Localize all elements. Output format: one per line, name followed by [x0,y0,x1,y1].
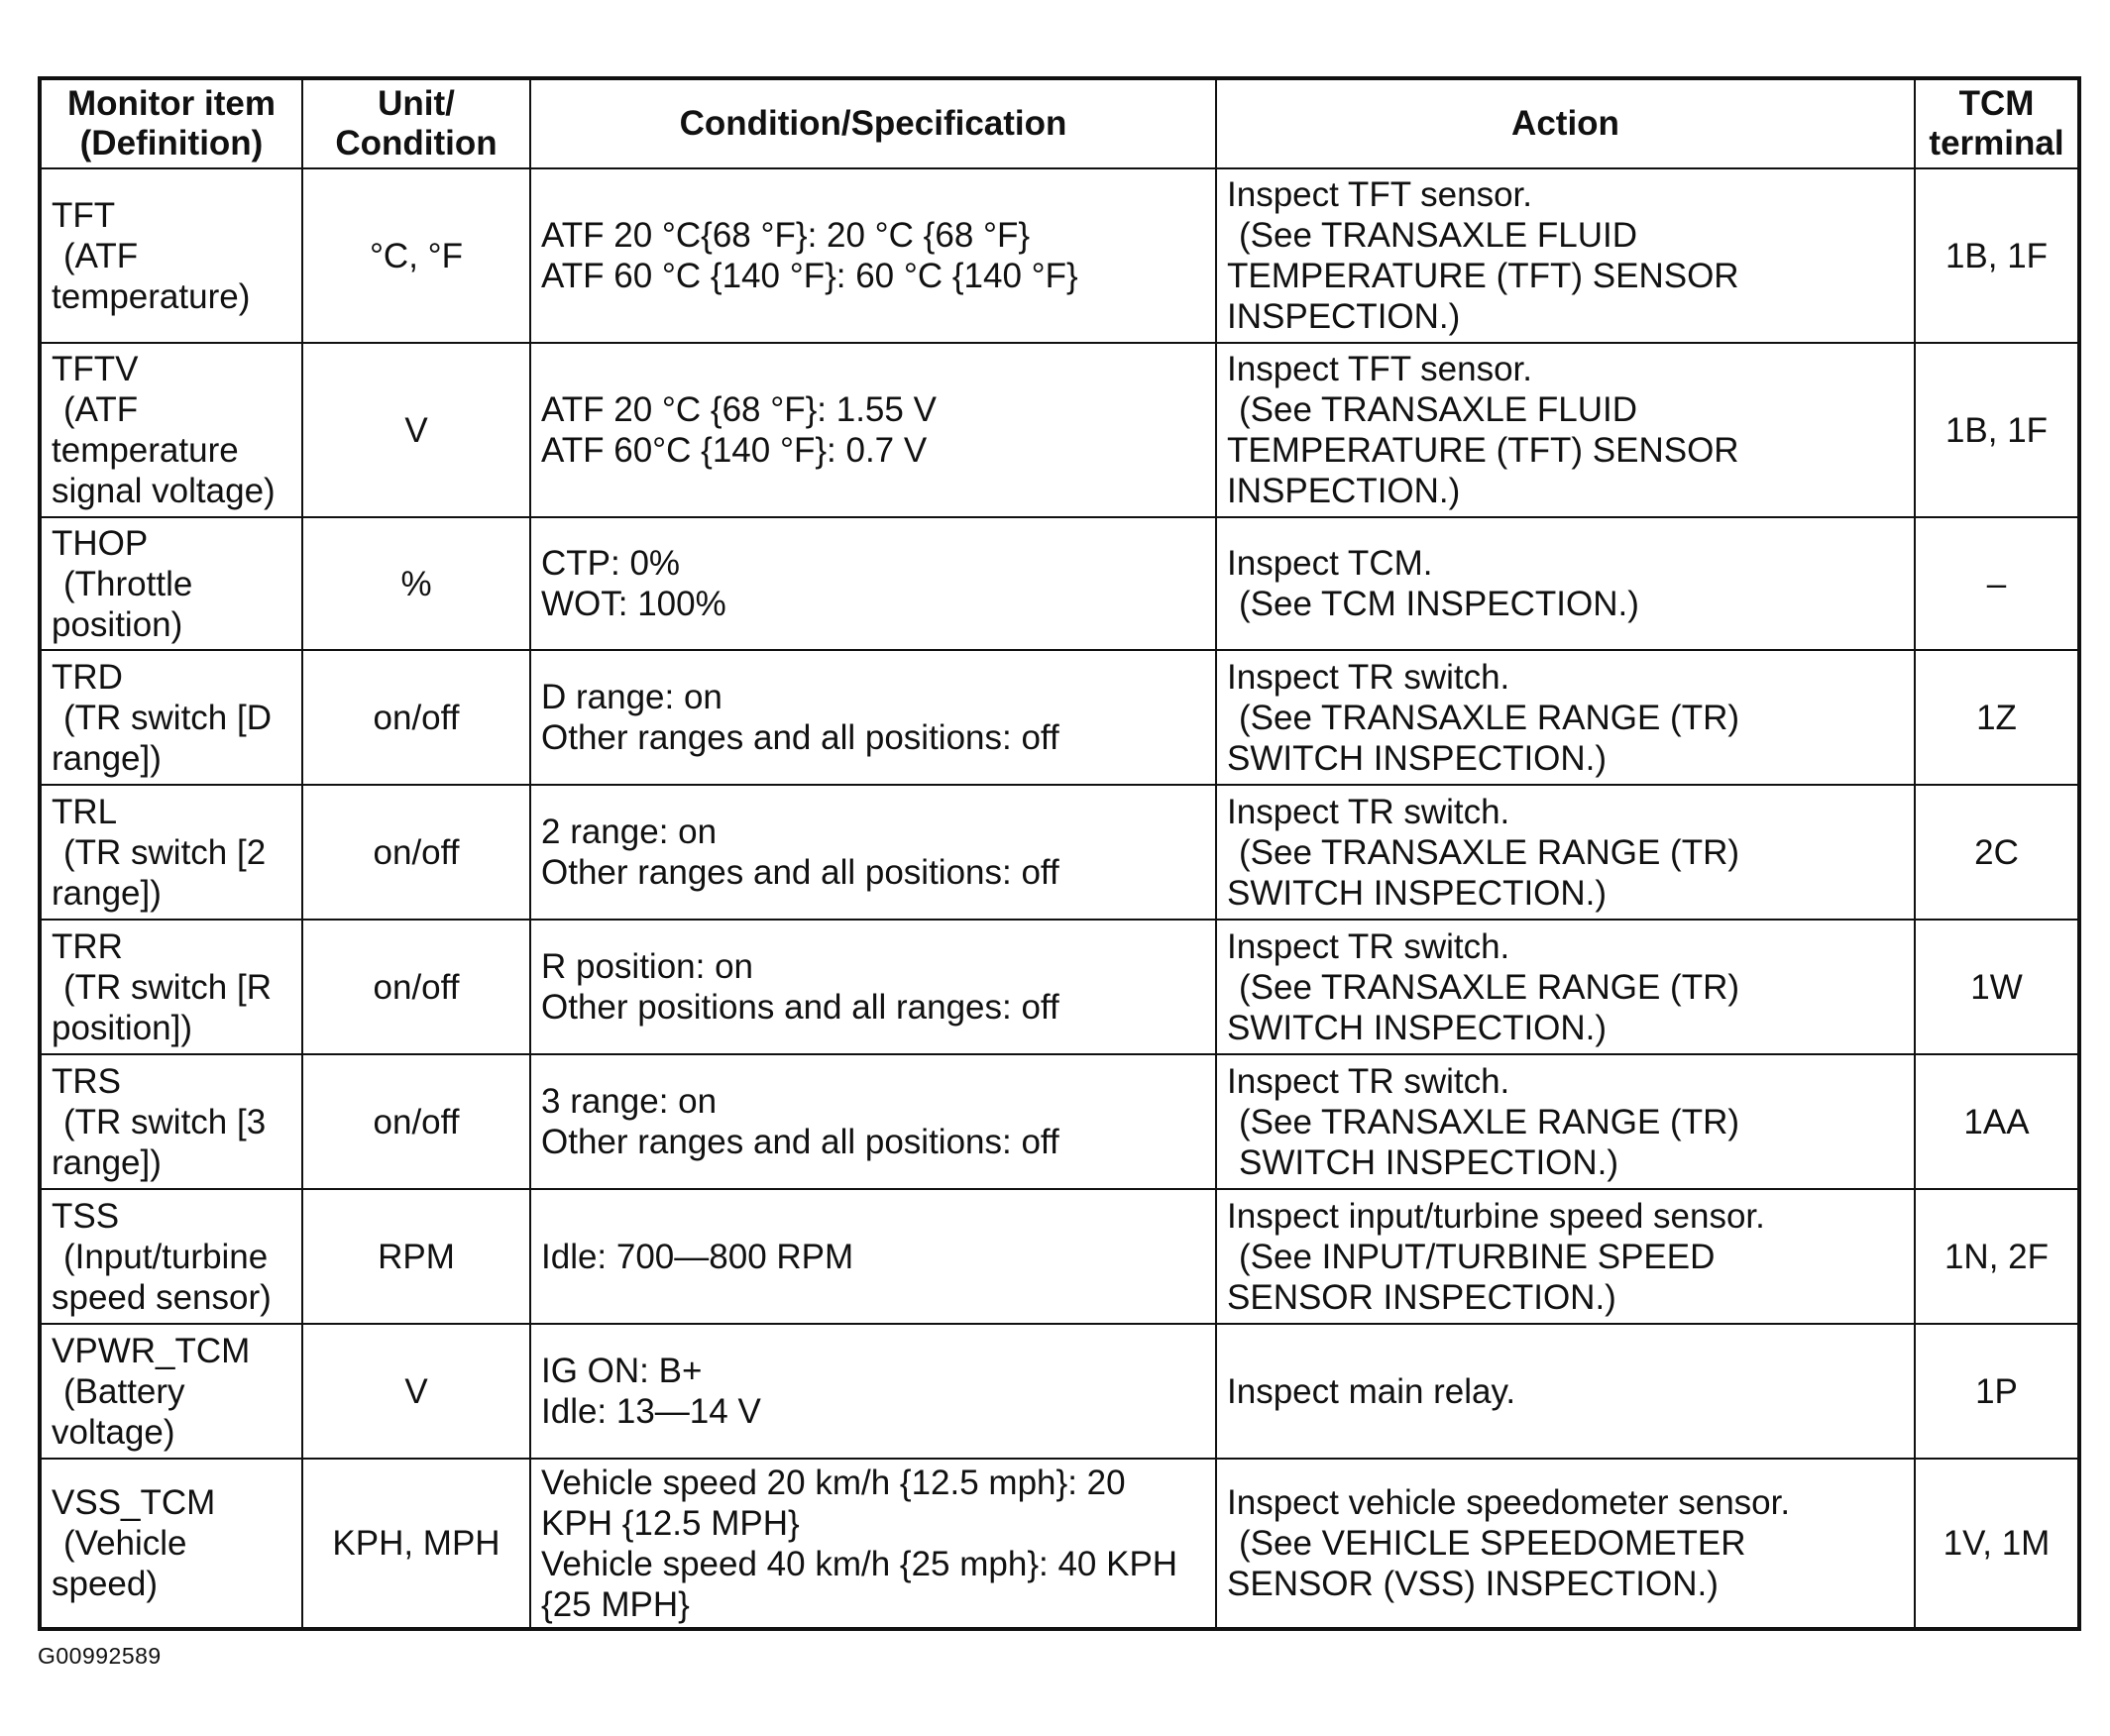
tcm-terminal-cell: 1N, 2F [1915,1189,2079,1324]
header-terminal-line: terminal [1929,124,2064,163]
action-cell-line: (See VEHICLE SPEEDOMETER [1239,1524,1746,1563]
tcm-terminal-cell: 1B, 1F [1915,168,2079,343]
header-condition-line: Condition/Specification [679,104,1067,143]
header-tcm-terminal [1915,78,2079,168]
action-cell-line: (See TRANSAXLE RANGE (TR) [1239,698,1740,737]
monitor-item-cell-line: temperature) [52,276,251,316]
monitor-item-cell [40,517,302,650]
monitor-item-cell-line: VSS_TCM [52,1483,216,1522]
tcm-terminal-cell: 1W [1915,920,2079,1054]
monitor-item-cell-line: (ATF [63,390,139,429]
monitor-item-cell-line: VPWR_TCM [52,1331,251,1370]
header-monitor-item-line: (Definition) [79,124,264,163]
header-action [1216,78,1915,168]
condition-cell [530,517,1216,650]
condition-cell [530,1054,1216,1189]
monitor-item-cell-line: voltage) [52,1412,175,1452]
table-body [40,168,2079,1629]
action-cell-line: Inspect TR switch. [1227,1061,1510,1101]
condition-cell [530,168,1216,343]
action-cell-line: SWITCH INSPECTION.) [1227,738,1608,778]
action-cell-line: Inspect input/turbine speed sensor. [1227,1196,1765,1236]
monitor-item-cell [40,168,302,343]
condition-cell-line: IG ON: B+ [541,1352,703,1390]
action-cell-line: (See TRANSAXLE RANGE (TR) [1239,832,1740,872]
table-row [40,168,2079,343]
monitor-item-cell-line: speed sensor) [52,1277,272,1317]
condition-cell-line: Other ranges and all positions: off [541,853,1059,892]
condition-cell-line: Idle: 700—800 RPM [541,1237,854,1276]
unit-cell: RPM [302,1189,530,1324]
action-cell [1216,650,1915,785]
action-cell [1216,1324,1915,1459]
condition-cell-line: ATF 20 °C {68 °F}: 1.55 V [541,390,937,429]
monitor-item-cell [40,343,302,517]
condition-cell [530,650,1216,785]
monitor-item-cell-line: TRD [52,657,123,697]
table-row [40,650,2079,785]
monitor-item-cell-line: signal voltage) [52,472,276,510]
monitor-item-cell-line: range]) [52,738,162,778]
monitor-item-cell-line: TRL [52,792,118,831]
monitor-item-cell [40,650,302,785]
action-cell-line: (See TRANSAXLE RANGE (TR) [1239,967,1740,1007]
action-cell-line: INSPECTION.) [1227,297,1461,336]
table-row [40,343,2079,517]
monitor-item-cell-line: (TR switch [R [63,967,272,1007]
action-cell [1216,168,1915,343]
header-condition [530,78,1216,168]
condition-cell-line: CTP: 0% [541,544,681,583]
monitor-item-cell [40,920,302,1054]
condition-cell-line: Idle: 13—14 V [541,1392,761,1431]
condition-cell-line: ATF 20 °C{68 °F}: 20 °C {68 °F} [541,216,1031,255]
unit-cell: KPH, MPH [302,1459,530,1629]
action-cell [1216,517,1915,650]
condition-cell-line: Other ranges and all positions: off [541,718,1059,757]
header-terminal-line: TCM [1958,84,2035,123]
header-monitor-item-line: Monitor item [67,84,276,123]
action-cell-line: Inspect TFT sensor. [1227,350,1533,388]
tcm-terminal-cell: 2C [1915,785,2079,920]
action-cell-line: TEMPERATURE (TFT) SENSOR [1227,431,1739,470]
condition-cell-line: {25 MPH} [541,1584,690,1624]
header-monitor-item [40,78,302,168]
monitor-item-cell-line: (TR switch [2 [63,832,267,872]
monitor-item-cell-line: TFT [52,195,116,235]
table-row [40,1054,2079,1189]
action-cell [1216,343,1915,517]
action-cell [1216,1189,1915,1324]
unit-cell: on/off [302,1054,530,1189]
table-row [40,785,2079,920]
table-row [40,1459,2079,1629]
condition-cell [530,785,1216,920]
monitor-item-cell-line: position]) [52,1008,193,1047]
condition-cell [530,1459,1216,1629]
tcm-terminal-cell: 1P [1915,1324,2079,1459]
unit-cell: V [302,343,530,517]
monitor-item-cell-line: (Input/turbine [63,1237,269,1276]
monitor-item-cell [40,1054,302,1189]
condition-cell-line: ATF 60 °C {140 °F}: 60 °C {140 °F} [541,257,1078,295]
tcm-terminal-cell: 1Z [1915,650,2079,785]
monitor-item-cell-line: (Vehicle [63,1524,187,1563]
action-cell-line: (See TRANSAXLE FLUID [1239,390,1637,429]
monitor-item-cell-line: (Throttle [63,564,193,603]
action-cell-line: (See TRANSAXLE RANGE (TR) [1239,1102,1740,1141]
condition-cell-line: KPH {12.5 MPH} [541,1503,800,1543]
action-cell-line: SENSOR INSPECTION.) [1227,1277,1616,1317]
action-cell-line: Inspect TR switch. [1227,926,1510,966]
action-cell-line: SENSOR (VSS) INSPECTION.) [1227,1565,1719,1603]
action-cell [1216,785,1915,920]
action-cell-line: Inspect TR switch. [1227,657,1510,697]
condition-cell [530,1189,1216,1324]
action-cell-line: (See TRANSAXLE FLUID [1239,216,1637,255]
condition-cell-line: Other ranges and all positions: off [541,1123,1059,1161]
monitor-item-cell-line: THOP [52,523,149,563]
monitor-item-cell-line: TSS [52,1196,120,1236]
condition-cell-line: 3 range: on [541,1082,718,1121]
condition-cell-line: 2 range: on [541,813,718,851]
condition-cell [530,343,1216,517]
table-row [40,920,2079,1054]
condition-cell-line: ATF 60°C {140 °F}: 0.7 V [541,431,928,470]
unit-cell: on/off [302,650,530,785]
monitor-item-cell-line: TRS [52,1061,121,1101]
monitor-item-cell-line: position) [52,604,183,644]
monitor-item-cell [40,1324,302,1459]
action-cell-line: Inspect TR switch. [1227,792,1510,831]
condition-cell [530,1324,1216,1459]
condition-cell-line: Vehicle speed 40 km/h {25 mph}: 40 KPH [541,1544,1178,1583]
condition-cell-line: Other positions and all ranges: off [541,988,1059,1027]
tcm-terminal-cell: 1V, 1M [1915,1459,2079,1629]
action-cell [1216,1054,1915,1189]
action-cell-line: (See TCM INSPECTION.) [1239,585,1639,623]
header-unit [302,78,530,168]
monitor-item-cell-line: range]) [52,873,162,913]
action-cell-line: SWITCH INSPECTION.) [1227,1008,1608,1047]
figure-id: G00992589 [38,1643,162,1669]
tcm-terminal-cell: 1B, 1F [1915,343,2079,517]
monitor-item-cell [40,1459,302,1629]
header-row [40,78,2079,168]
action-cell-line: SWITCH INSPECTION.) [1239,1142,1619,1182]
monitor-item-cell-line: (TR switch [D [63,698,272,737]
condition-cell-line: Vehicle speed 20 km/h {12.5 mph}: 20 [541,1463,1126,1502]
tcm-terminal-cell: – [1915,517,2079,650]
condition-cell-line: R position: on [541,947,754,986]
action-cell-line: (See INPUT/TURBINE SPEED [1239,1237,1716,1276]
monitor-item-cell-line: (TR switch [3 [63,1102,267,1141]
action-cell-line: INSPECTION.) [1227,472,1461,510]
condition-cell-line: D range: on [541,678,722,716]
monitor-item-cell-line: speed) [52,1565,159,1603]
action-cell-line: Inspect TFT sensor. [1227,175,1533,214]
header-unit-line: Unit/ [378,84,455,123]
table-row [40,1324,2079,1459]
unit-cell: on/off [302,920,530,1054]
table-row [40,1189,2079,1324]
monitor-item-cell [40,785,302,920]
action-cell-line: Inspect TCM. [1227,544,1433,583]
action-cell [1216,920,1915,1054]
monitor-item-cell-line: temperature [52,431,239,470]
monitor-spec-table [38,76,2081,1631]
monitor-item-cell-line: TFTV [52,350,139,388]
unit-cell: % [302,517,530,650]
action-cell-line: SWITCH INSPECTION.) [1227,873,1608,913]
action-cell-line: Inspect vehicle speedometer sensor. [1227,1483,1791,1522]
condition-cell [530,920,1216,1054]
table-row [40,517,2079,650]
monitor-item-cell-line: TRR [52,926,123,966]
tcm-terminal-cell: 1AA [1915,1054,2079,1189]
monitor-item-cell-line: (ATF [63,236,139,275]
header-action-line: Action [1511,104,1619,143]
action-cell [1216,1459,1915,1629]
monitor-item-cell-line: range]) [52,1142,162,1182]
unit-cell: V [302,1324,530,1459]
action-cell-line: Inspect main relay. [1227,1371,1516,1411]
action-cell-line: TEMPERATURE (TFT) SENSOR [1227,257,1739,295]
unit-cell: °C, °F [302,168,530,343]
monitor-item-cell-line: (Battery [63,1371,185,1411]
unit-cell: on/off [302,785,530,920]
condition-cell-line: WOT: 100% [541,585,726,623]
monitor-item-cell [40,1189,302,1324]
header-unit-line: Condition [335,124,498,163]
